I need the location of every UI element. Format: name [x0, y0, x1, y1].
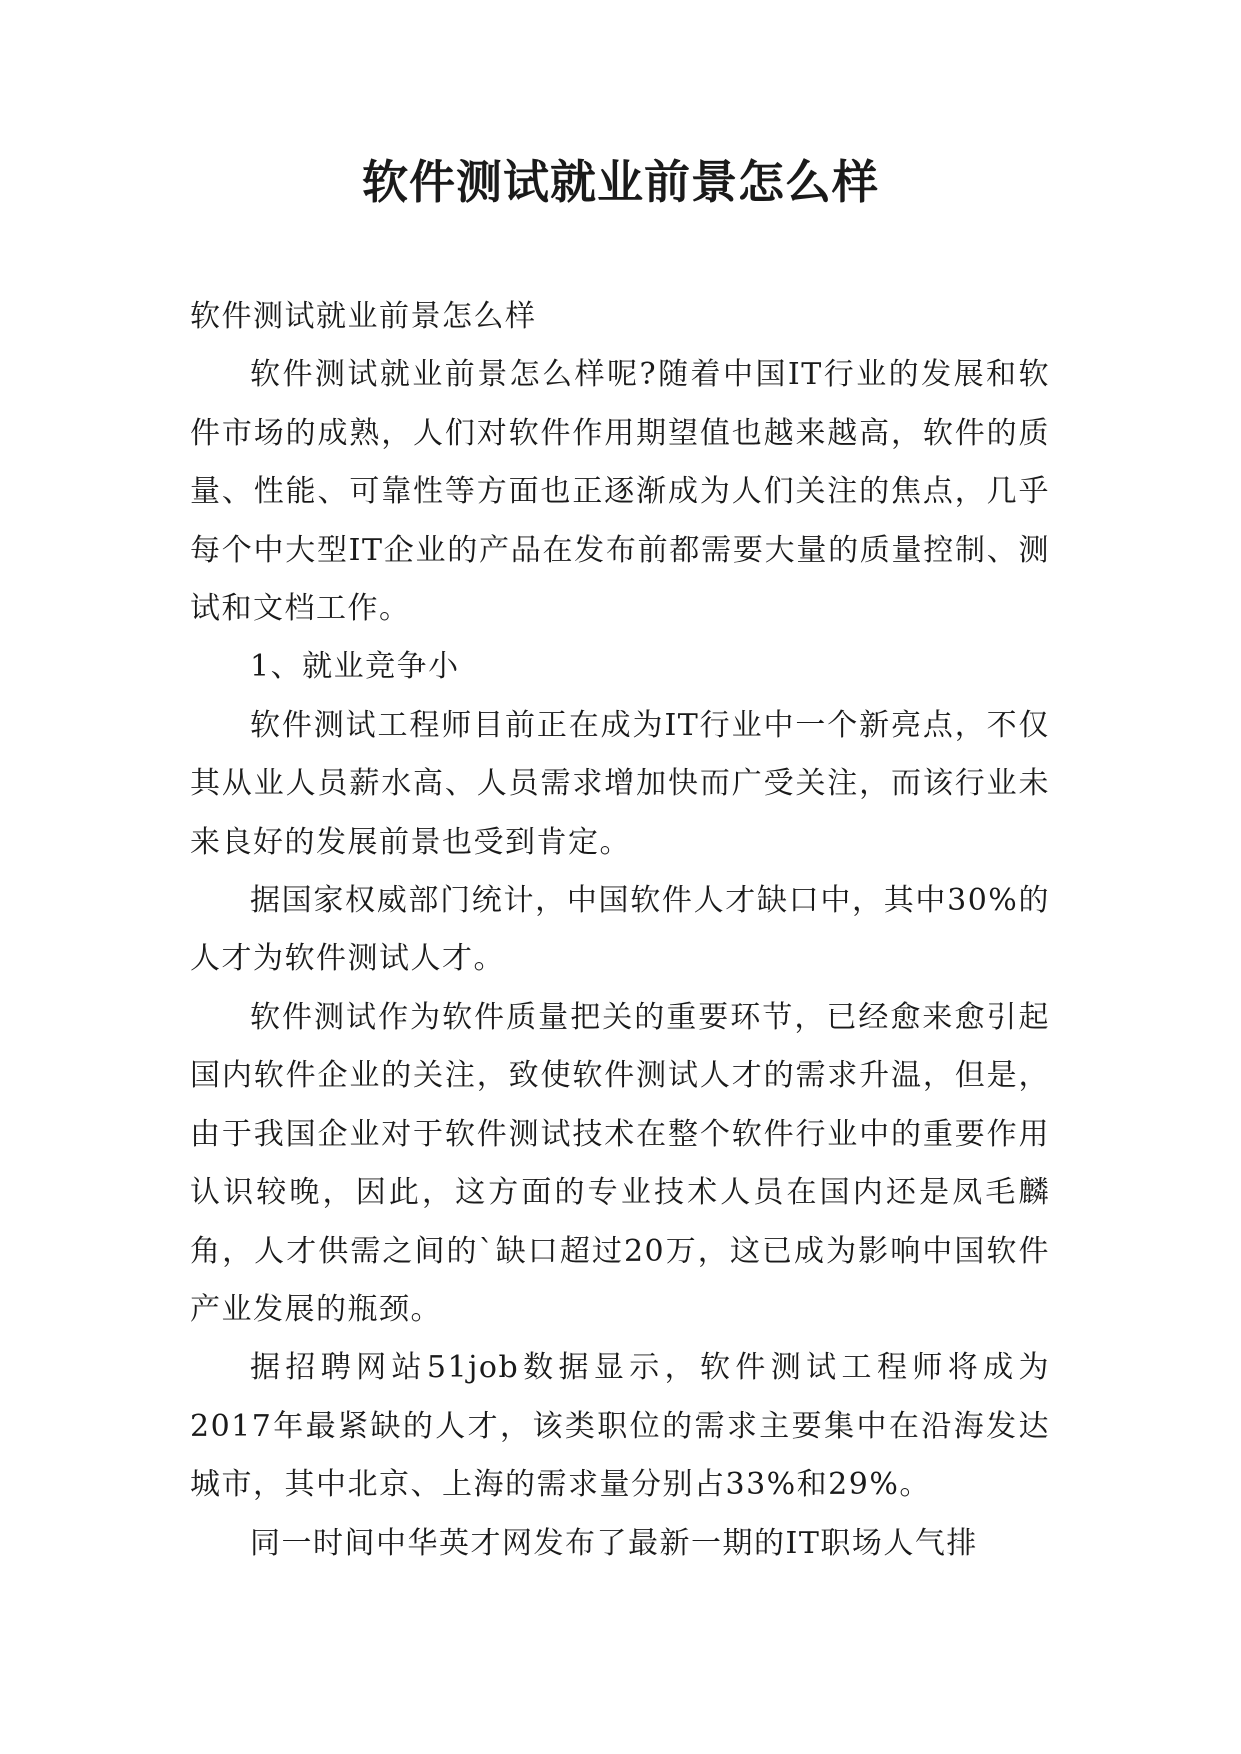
- paragraph: 同一时间中华英才网发布了最新一期的IT职场人气排: [250, 1525, 978, 1561]
- paragraph: 据国家权威部门统计，中国软件人才缺口中，其中30%的人才为软件测试人才。: [190, 883, 1050, 977]
- paragraph-subtitle: 软件测试就业前景怎么样: [190, 299, 537, 334]
- paragraph: 软件测试工程师目前正在成为IT行业中一个新亮点，不仅其从业人员薪水高、人员需求增加快而广受关注，而该行业未来良好的发展前景也受到肯定。: [190, 707, 1050, 860]
- paragraph: 软件测试作为软件质量把关的重要环节，已经愈来愈引起国内软件企业的关注，致使软件测试人才的需求升温，但是，由于我国企业对于软件测试技术在整个软件行业中的重要作用认识较晚，因此，这方面的专业技术人员在国内还是凤毛麟角，人才供需之间的`缺口超过20万，这已成为影响中国软件产业发展的瓶颈。: [190, 999, 1050, 1327]
- document-body: [190, 288, 1050, 1573]
- paragraph: 据招聘网站51job数据显示，软件测试工程师将成为2017年最紧缺的人才，该类职位的需求主要集中在沿海发达城市，其中北京、上海的需求量分别占33%和29%。: [190, 1350, 1050, 1503]
- paragraph-heading-1: 1、就业竞争小: [250, 649, 460, 685]
- paragraph-intro: 软件测试就业前景怎么样呢?随着中国IT行业的发展和软件市场的成熟，人们对软件作用期望值也越来越高，软件的质量、性能、可靠性等方面也正逐渐成为人们关注的焦点，几乎每个中大型IT企业的产品在发布前都需要大量的质量控制、测试和文档工作。: [190, 357, 1050, 627]
- document-title: 软件测试就业前景怎么样: [362, 155, 879, 209]
